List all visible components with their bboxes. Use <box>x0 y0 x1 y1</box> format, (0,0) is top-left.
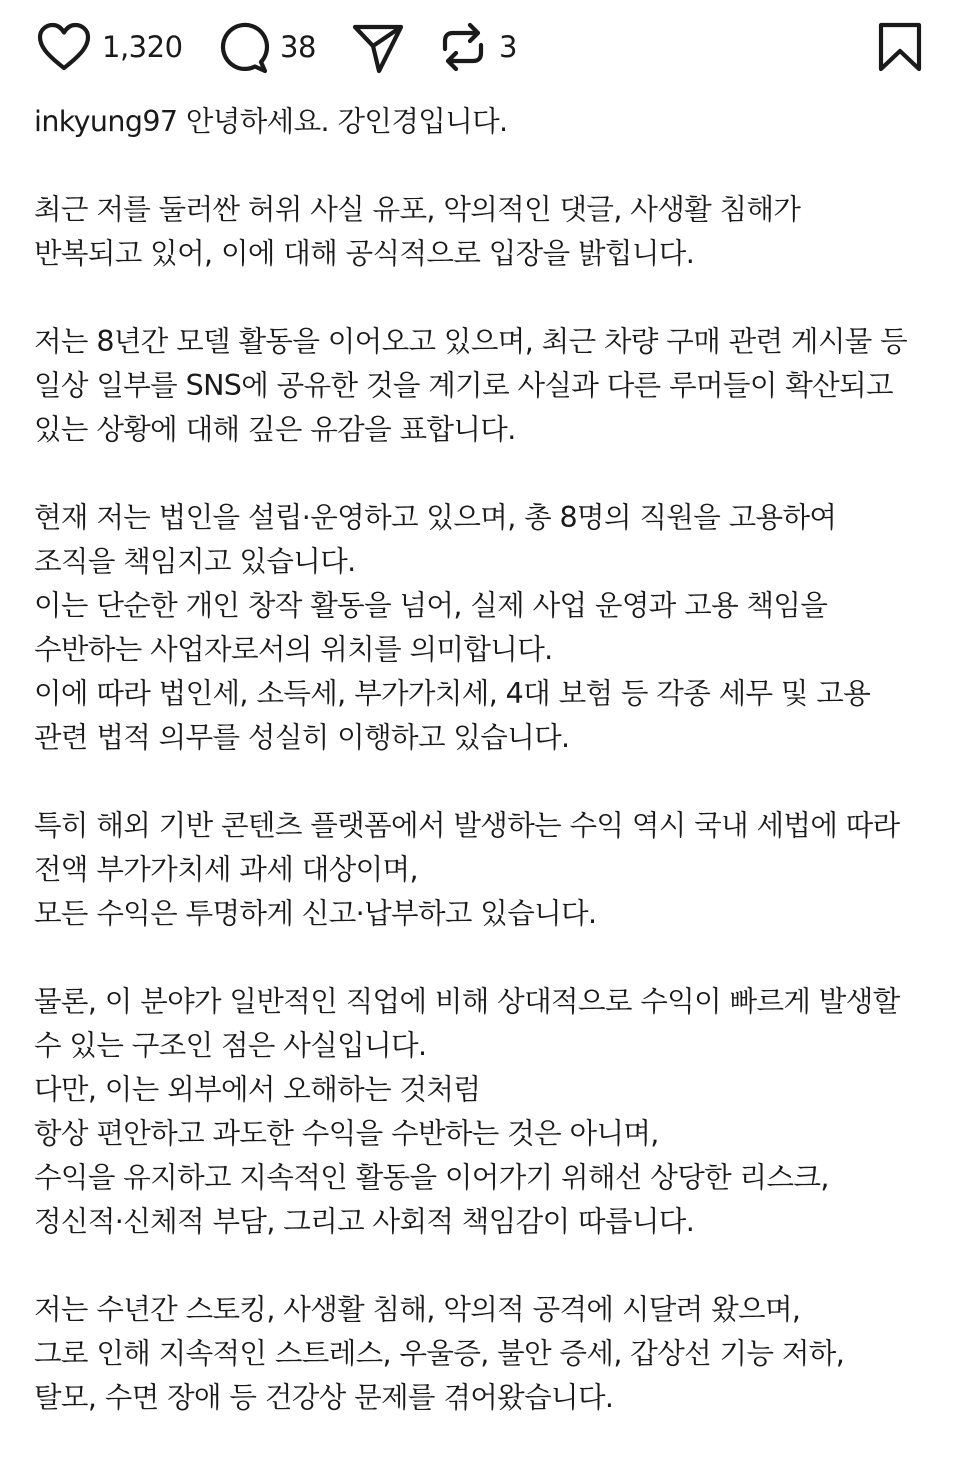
caption-paragraph <box>34 804 934 936</box>
repost-button[interactable] <box>437 18 517 76</box>
caption-line: 일상 일부를 SNS에 공유한 것을 계기로 사실과 다른 루머들이 확산되고 <box>34 369 893 402</box>
caption-line: 관련 법적 의무를 성실히 이행하고 있습니다. <box>34 721 570 754</box>
caption-line: 있는 상황에 대해 깊은 유감을 표합니다. <box>34 413 516 446</box>
caption-line: 항상 편안하고 과도한 수익을 수반하는 것은 아니며, <box>34 1117 659 1150</box>
share-icon <box>350 19 406 75</box>
heart-icon <box>36 21 92 73</box>
caption-line: 특히 해외 기반 콘텐츠 플랫폼에서 발생하는 수익 역시 국내 세법에 따라 <box>34 809 900 842</box>
username-link[interactable]: inkyung97 <box>34 105 178 138</box>
caption-line: 물론, 이 분야가 일반적인 직업에 비해 상대적으로 수익이 빠르게 발생할 <box>34 985 900 1018</box>
caption-line: 정신적·신체적 부담, 그리고 사회적 책임감이 따릅니다. <box>34 1205 695 1238</box>
caption-paragraph <box>34 188 934 276</box>
caption-line: 조직을 책임지고 있습니다. <box>34 545 356 578</box>
caption-line: 현재 저는 법인을 설립·운영하고 있으며, 총 8명의 직원을 고용하여 <box>34 501 837 534</box>
caption-line: 그로 인해 지속적인 스트레스, 우울증, 불안 증세, 갑상선 기능 저하, <box>34 1337 845 1370</box>
like-button[interactable] <box>36 18 183 76</box>
caption-line: 수 있는 구조인 점은 사실입니다. <box>34 1029 427 1062</box>
comment-count: 38 <box>280 30 316 64</box>
share-button[interactable] <box>350 18 406 76</box>
caption-paragraph <box>34 496 934 760</box>
caption-line: 이는 단순한 개인 창작 활동을 넘어, 실제 사업 운영과 고용 책임을 <box>34 589 828 622</box>
caption-line: 최근 저를 둘러싼 허위 사실 유포, 악의적인 댓글, 사생활 침해가 <box>34 193 801 226</box>
save-button[interactable] <box>872 18 928 76</box>
repost-icon <box>437 19 489 75</box>
caption-paragraph <box>34 980 934 1244</box>
caption-line: 수반하는 사업자로서의 위치를 의미합니다. <box>34 633 553 666</box>
caption-line: 탈모, 수면 장애 등 건강상 문제를 겪어왔습니다. <box>34 1381 614 1414</box>
caption-line: 모든 수익은 투명하게 신고·납부하고 있습니다. <box>34 897 597 930</box>
comment-button[interactable] <box>214 18 316 76</box>
caption-line: 저는 8년간 모델 활동을 이어오고 있으며, 최근 차량 구매 관련 게시물 등 <box>34 325 908 358</box>
bookmark-icon <box>872 19 928 75</box>
caption-paragraph <box>34 320 934 452</box>
caption-greeting: 안녕하세요. 강인경입니다. <box>185 105 508 138</box>
post-action-bar <box>0 0 966 92</box>
caption-header <box>34 100 934 144</box>
repost-count: 3 <box>499 30 517 64</box>
caption-line: 반복되고 있어, 이에 대해 공식적으로 입장을 밝힙니다. <box>34 237 695 270</box>
caption-line: 다만, 이는 외부에서 오해하는 것처럼 <box>34 1073 481 1106</box>
caption-line: 전액 부가가치세 과세 대상이며, <box>34 853 418 886</box>
post-caption <box>34 100 934 1464</box>
caption-paragraph <box>34 1288 934 1420</box>
like-count: 1,320 <box>102 30 183 64</box>
caption-line: 저는 수년간 스토킹, 사생활 침해, 악의적 공격에 시달려 왔으며, <box>34 1293 801 1326</box>
comment-icon <box>214 19 270 75</box>
caption-line: 수익을 유지하고 지속적인 활동을 이어가기 위해선 상당한 리스크, <box>34 1161 829 1194</box>
caption-line: 이에 따라 법인세, 소득세, 부가가치세, 4대 보험 등 각종 세무 및 고용 <box>34 677 871 710</box>
